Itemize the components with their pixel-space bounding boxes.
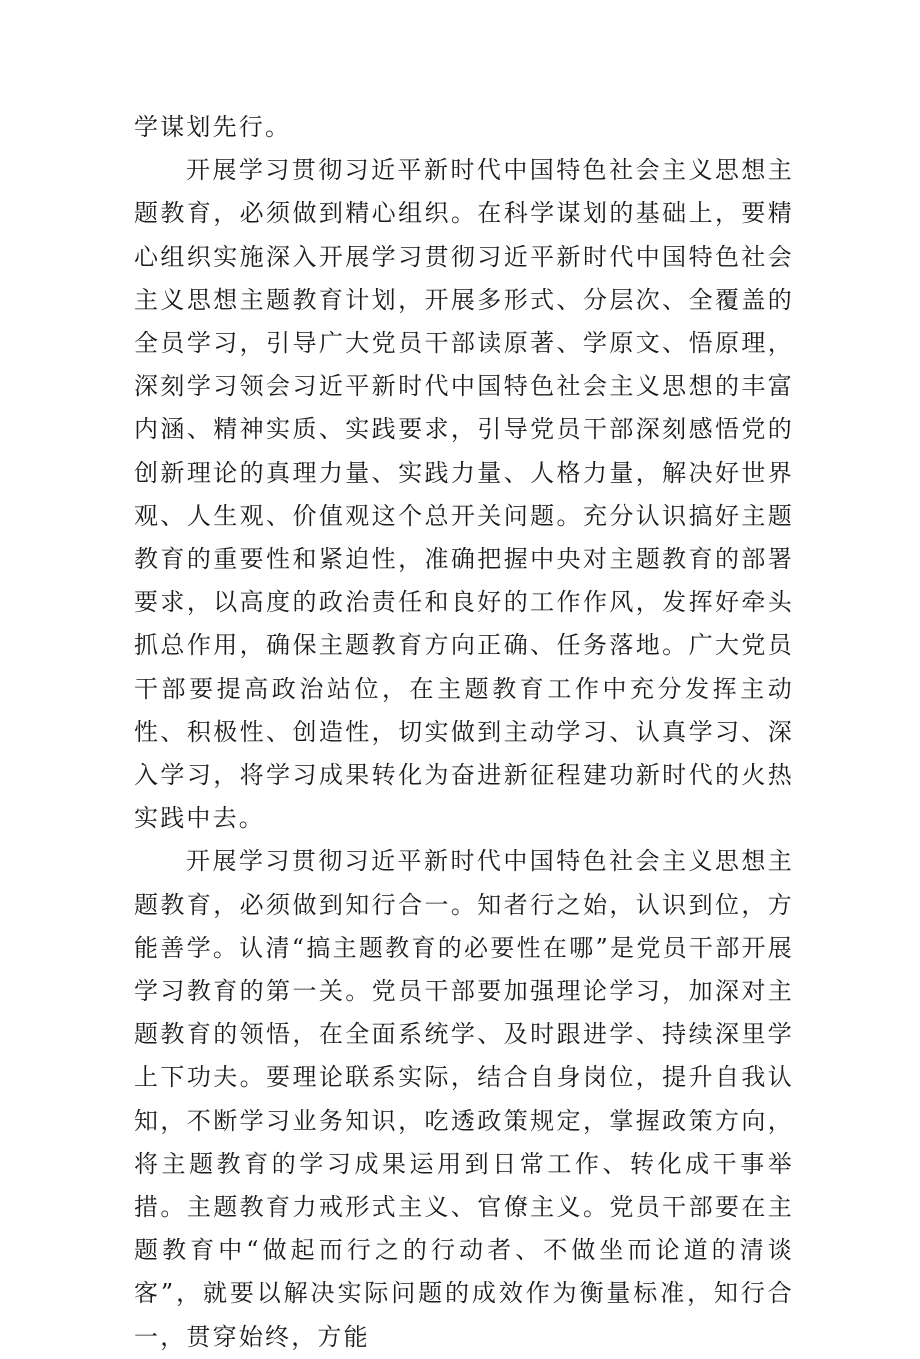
paragraph-careful-organization: 开展学习贯彻习近平新时代中国特色社会主义思想主题教育，必须做到精心组织。在科学谋划的基础上，要精心组织实施深入开展学习贯彻习近平新时代中国特色社会主义思想主题教育计划，开展多形式、分层次、全覆盖的全员学习，引导广大党员干部读原著、学原文、悟原理，深刻学习领会习近平新时代中国特色社会主义思想的丰富内涵、精神实质、实践要求，引导党员干部深刻感悟党的创新理论的真理力量、实践力量、人格力量，解决好世界观、人生观、价值观这个总开关问题。充分认识搞好主题教育的重要性和紧迫性，准确把握中央对主题教育的部署要求，以高度的政治责任和良好的工作作风，发挥好牵头抓总作用，确保主题教育方向正确、任务落地。广大党员干部要提高政治站位，在主题教育工作中充分发挥主动性、积极性、创造性，切实做到主动学习、认真学习、深入学习，将学习成果转化为奋进新征程建功新时代的火热实践中去。 xyxy=(134,156,794,833)
paragraph-unity-of-knowledge-and-action: 开展学习贯彻习近平新时代中国特色社会主义思想主题教育，必须做到知行合一。知者行之始，认识到位，方能善学。认清“搞主题教育的必要性在哪”是党员干部开展学习教育的第一关。党员干部要加强理论学习，加深对主题教育的领悟，在全面系统学、及时跟进学、持续深里学上下功夫。要理论联系实际，结合自身岗位，提升自我认知，不断学习业务知识，吃透政策规定，掌握政策方向，将主题教育的学习成果运用到日常工作、转化成干事举措。主题教育力戒形式主义、官僚主义。党员干部要在主题教育中“做起而行之的行动者、不做坐而论道的清谈客”，就要以解决实际问题的成效作为衡量标准，知行合一，贯穿始终，方能 xyxy=(134,847,794,1351)
document-body xyxy=(134,106,794,1359)
paragraph-continuation: 学谋划先行。 xyxy=(134,113,292,141)
